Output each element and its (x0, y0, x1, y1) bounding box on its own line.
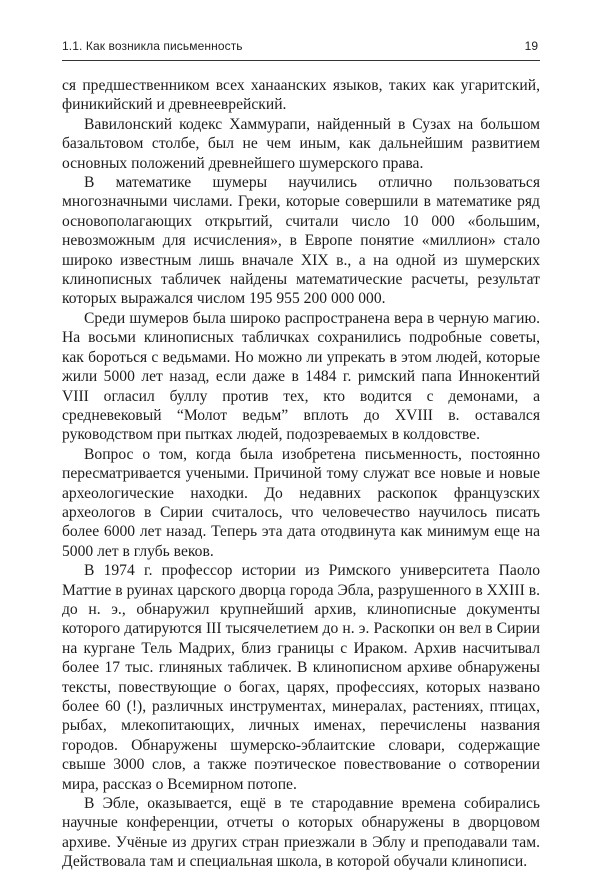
paragraph-1: ся предшественником всех ханаанских языков, таких как угаритский, финикийский и древнееврейский. (62, 77, 540, 114)
paragraph-5: Вопрос о том, когда была изобретена письменность, постоянно пересматривается учеными. Причиной тому служат все новые и новые археологические находки. До недавних раскопок французских археологов в Сирии считалось, что человечество научилось писать более 6000 лет назад. Теперь эта дата отодвинута как минимум еще на 5000 лет в глубь веков. (62, 445, 540, 560)
paragraph-3: В математике шумеры научились отлично пользоваться многозначными числами. Греки, которые совершили в математике ряд основополагающих открытий, считали число 10 000 «большим, невозможным для исчисления», в Европе понятие «миллион» стало широко известным лишь вначале XIX в., а на одной из шумерских клинописных табличек найдены математические расчеты, результат которых выражался числом 195 955 200 000 000. (62, 174, 540, 308)
body-text (62, 76, 540, 872)
header-rule (62, 60, 540, 61)
paragraph-6: В 1974 г. профессор истории из Римского университета Паоло Маттие в руинах царского дворца города Эбла, разрушенного в XXIII в. до н. э., обнаружил крупнейший архив, клинописные документы которого датируются III тысячелетием до н. э. Раскопки он вел в Сирии на кургане Тель Мадрих, близ границы с Ираком. Архив насчитывал более 17 тыс. глиняных табличек. В клинописном архиве обнаружены тексты, повествующие о богах, царях, профессиях, которых названо более 60 (!), различных инструментах, минералах, растениях, птицах, рыбах, млекопитающих, личных именах, перечислены названия городов. Обнаружены шумерско-эблаитские словари, содержащие свыше 3000 слов, а также поэтическое повествование о сотворении мира, рассказ о Всемирном потопе. (62, 562, 540, 793)
paragraph-7: В Эбле, оказывается, ещё в те стародавние времена собирались научные конференции, отчеты о которых обнаружены в дворцовом архиве. Учёные из других стран приезжали в Эблу и преподавали там. Действовала там и специальная школа, в которой обучали клинописи. (62, 795, 540, 871)
section-title: 1.1. Как возникла письменность (62, 39, 243, 53)
page-number: 19 (524, 39, 538, 53)
paragraph-4: Среди шумеров была широко распространена вера в черную магию. На восьми клинописных табличках сохранились подробные советы, как бороться с ведьмами. Но можно ли упрекать в этом людей, которые жили 5000 лет назад, если даже в 1484 г. римский папа Иннокентий VIII огласил буллу против тех, кто водится с демонами, а средневековый “Молот ведьм” вплоть до XVIII в. оставался руководством при пытках людей, подозреваемых в колдовстве. (62, 309, 540, 444)
running-header (62, 37, 540, 57)
paragraph-2: Вавилонский кодекс Хаммурапи, найденный в Сузах на большом базальтовом столбе, был не чем иным, как дальнейшим развитием основных положений древнейшего шумерского права. (62, 115, 540, 172)
